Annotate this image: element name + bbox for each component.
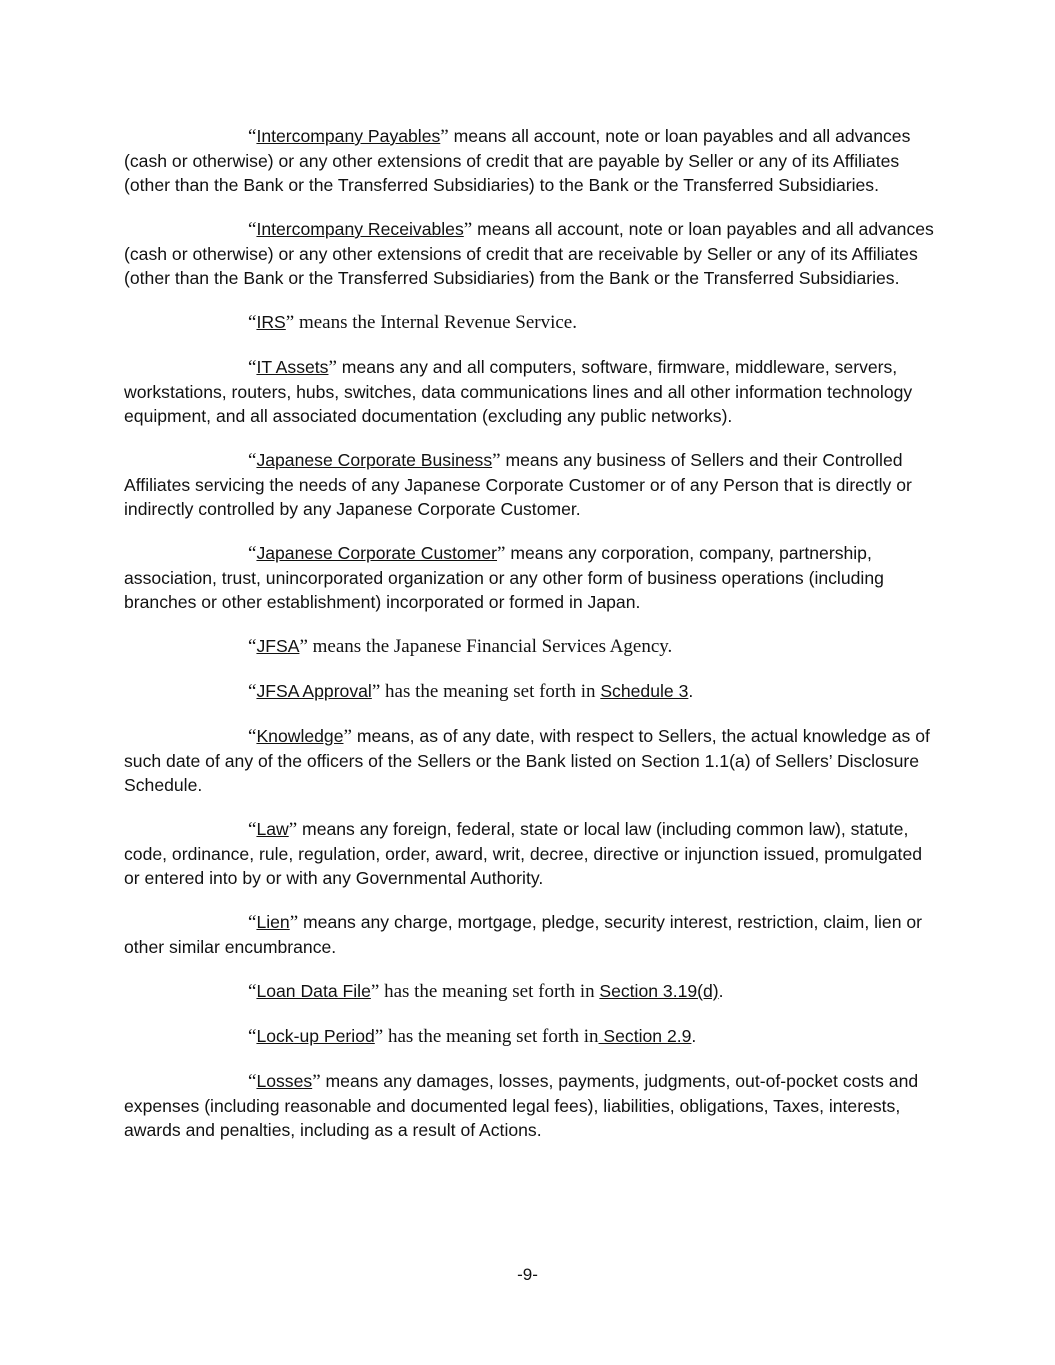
definition-paragraph [124,979,936,1004]
cross-reference-link[interactable]: Schedule 3 [600,681,689,701]
definition-text: means the Japanese Financial Services Agency. [307,636,673,657]
cross-reference-link[interactable]: Section 2.9 [598,1026,692,1046]
definition-text: has the meaning set forth in [383,1026,599,1047]
close-quote: ” [312,1071,321,1092]
defined-term: Intercompany Payables [256,126,441,146]
open-quote: “ [248,126,257,147]
close-quote: ” [374,1026,384,1047]
defined-term: IRS [256,312,286,332]
open-quote: “ [248,1026,257,1047]
definition-paragraph [124,679,936,704]
definition-text: means any business of Sellers and their Controlled Affiliates servicing the needs of any Japanese Corporate Customer or of any Person that is directly or indirectly controlled by any Japanese Corporate Customer. [124,450,912,519]
open-quote: “ [248,543,257,564]
definition-text: has the meaning set forth in [380,681,601,702]
open-quote: “ [248,912,257,933]
open-quote: “ [248,219,257,240]
defined-term: Lien [256,912,290,932]
definition-text: has the meaning set forth in [379,981,600,1002]
defined-term: Knowledge [256,726,344,746]
definition-paragraph [124,355,936,428]
close-quote: ” [463,219,473,240]
definition-paragraph [124,634,936,659]
definition-text: means any corporation, company, partnership, association, trust, unincorporated organization or any other form of business operations (including branches or other establishment) incorporated or formed in Japan. [124,543,884,612]
definition-text: means all account, note or loan payables and all advances (cash or otherwise) or any other extensions of credit that are receivable by Seller or any of its Affiliates (other than the Bank or the Transferred Subsidiaries) from the Bank or the Transferred Subsidiaries. [124,219,934,288]
close-quote: ” [440,126,449,147]
open-quote: “ [248,357,257,378]
close-quote: ” [371,681,381,702]
definition-text: means any damages, losses, payments, judgments, out-of-pocket costs and expenses (including reasonable and documented legal fees), liabilities, obligations, Taxes, interests, awards and penalties, including as a result of Actions. [124,1071,919,1140]
close-quote: ” [328,357,337,378]
open-quote: “ [248,312,257,333]
close-quote: ” [497,543,506,564]
open-quote: “ [248,819,257,840]
close-quote: ” [299,636,308,657]
cross-reference-link[interactable]: Section 3.19(d) [599,981,719,1001]
close-quote: ” [343,726,352,747]
definition-paragraph [124,1069,936,1142]
close-quote: ” [492,450,501,471]
definition-text: means any and all computers, software, firmware, middleware, servers, workstations, routers, hubs, switches, data communications lines and all other information technology equipment, and all associated documentation (excluding any public networks). [124,357,913,426]
definition-text: means any charge, mortgage, pledge, security interest, restriction, claim, lien or other similar encumbrance. [124,912,923,957]
definition-paragraph [124,1024,936,1049]
open-quote: “ [248,450,257,471]
close-quote: ” [289,912,299,933]
definition-tail: . [688,681,694,701]
defined-term: IT Assets [256,357,329,377]
page-number: -9- [517,1265,538,1284]
definition-text: means the Internal Revenue Service. [294,312,577,333]
definition-text: means any foreign, federal, state or local law (including common law), statute, code, ordinance, rule, regulation, order, award, writ, decree, directive or injunction issued, promulgated or entered into by or with any Governmental Authority. [124,819,923,888]
defined-term: Losses [256,1071,313,1091]
defined-term: Intercompany Receivables [256,219,464,239]
definition-text: means, as of any date, with respect to Sellers, the actual knowledge as of such date of any of the officers of the Sellers or the Bank listed on Section 1.1(a) of Sellers’ Disclosure Schedule. [124,726,930,795]
close-quote: ” [370,981,380,1002]
definition-tail: . [691,1026,697,1046]
open-quote: “ [248,981,257,1002]
definition-paragraph [124,817,936,890]
open-quote: “ [248,636,257,657]
definition-tail: . [718,981,724,1001]
defined-term: JFSA Approval [256,681,372,701]
definition-paragraph [124,541,936,614]
defined-term: Loan Data File [256,981,371,1001]
defined-term: Japanese Corporate Customer [256,543,498,563]
definition-text: means all account, note or loan payables and all advances (cash or otherwise) or any other extensions of credit that are payable by Seller or any of its Affiliates (other than the Bank or the Transferred Subsidiaries) to the Bank or the Transferred Subsidiaries. [124,126,911,195]
definition-paragraph [124,310,936,335]
definition-paragraph [124,217,936,290]
definition-paragraph [124,124,936,197]
open-quote: “ [248,681,257,702]
close-quote: ” [285,312,295,333]
defined-term: Law [256,819,289,839]
defined-term: Lock-up Period [256,1026,375,1046]
open-quote: “ [248,726,257,747]
definition-paragraph [124,448,936,521]
defined-term: Japanese Corporate Business [256,450,493,470]
defined-term: JFSA [256,636,300,656]
definition-paragraph [124,910,936,959]
definition-paragraph [124,724,936,797]
close-quote: ” [288,819,298,840]
definitions-list [124,124,936,1162]
open-quote: “ [248,1071,257,1092]
